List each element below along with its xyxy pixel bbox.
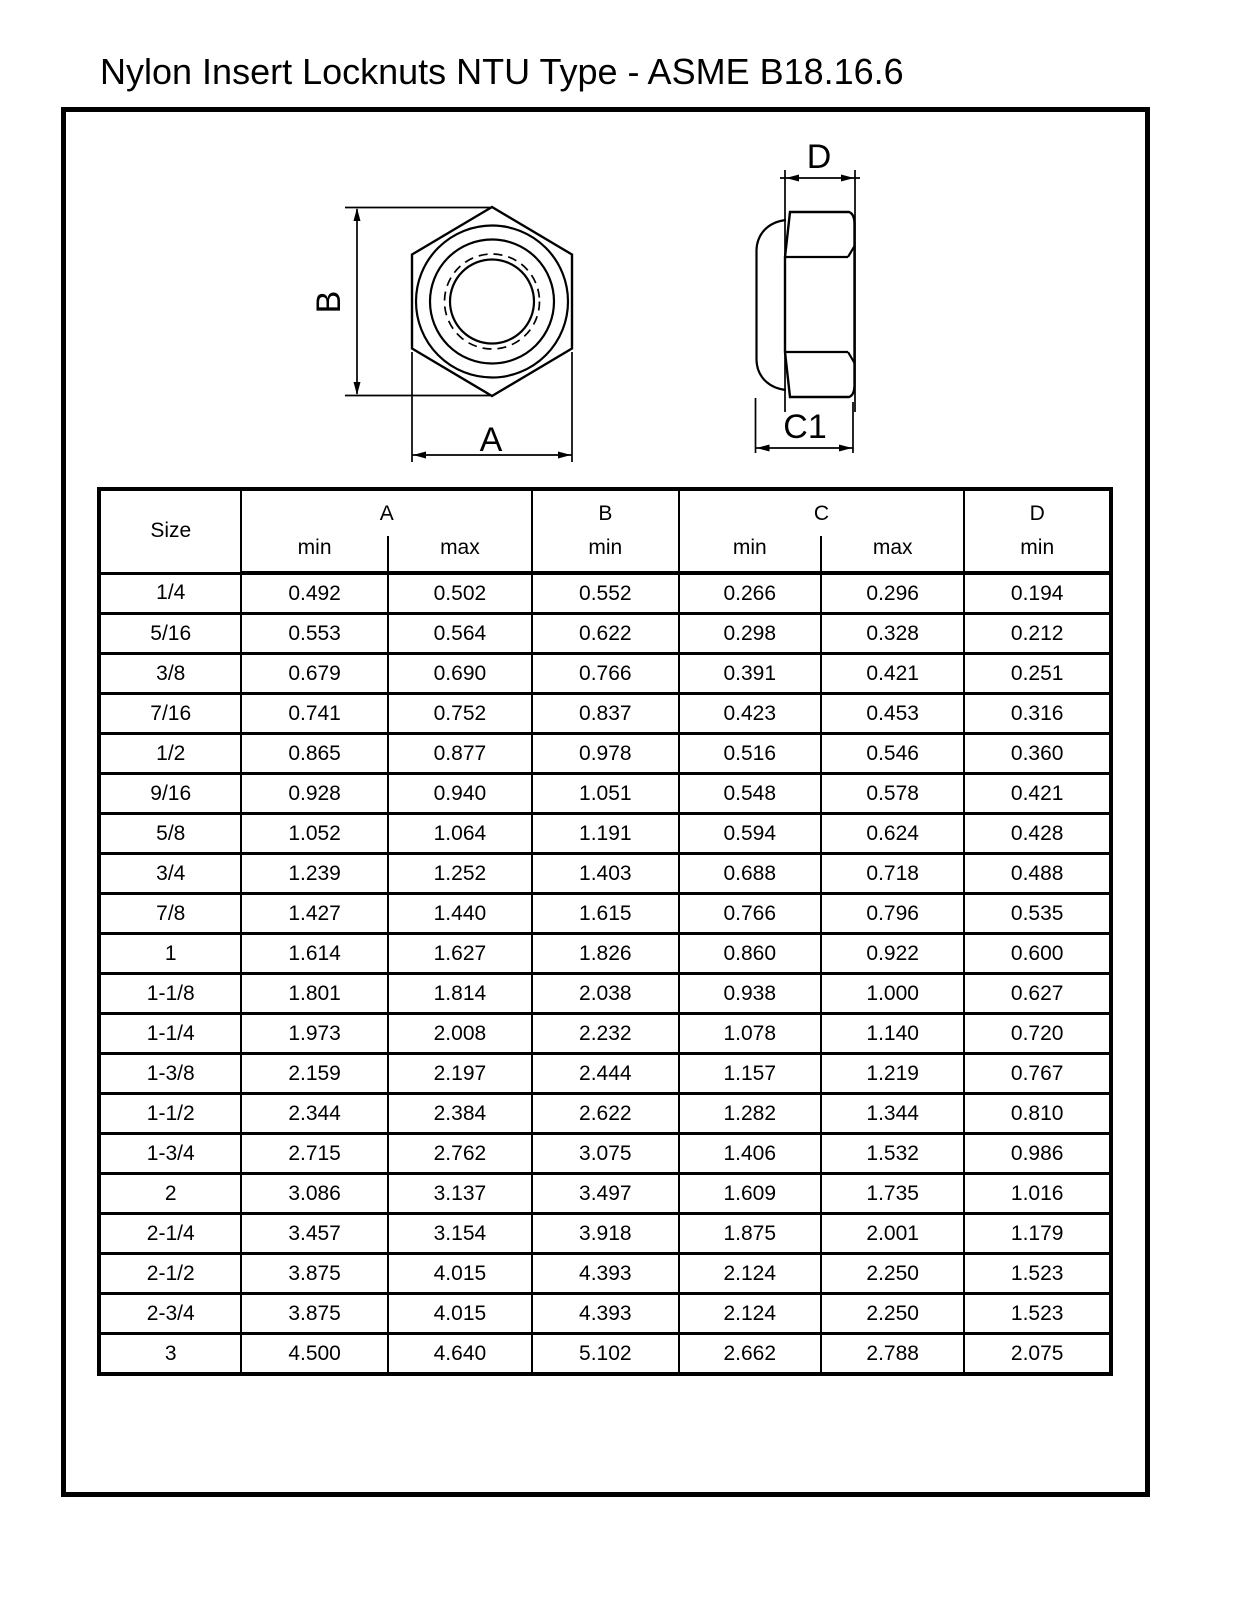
sub-header-row (99, 536, 1111, 573)
value-cell: 1.523 (964, 1254, 1111, 1294)
col-header-a-min: min (241, 536, 387, 573)
page-title: Nylon Insert Locknuts NTU Type - ASME B18.16.6 (100, 51, 904, 92)
value-cell: 0.421 (821, 654, 964, 694)
value-cell: 1.826 (532, 934, 678, 974)
value-cell: 0.796 (821, 894, 964, 934)
value-cell: 0.688 (679, 854, 821, 894)
value-cell: 0.718 (821, 854, 964, 894)
value-cell: 0.212 (964, 614, 1111, 654)
a-arrow-right (558, 452, 571, 459)
size-cell: 9/16 (99, 774, 241, 814)
value-cell: 1.064 (388, 814, 532, 854)
col-header-c-max: max (821, 536, 964, 573)
value-cell: 0.488 (964, 854, 1111, 894)
value-cell: 1.614 (241, 934, 387, 974)
outer-circle (416, 226, 568, 378)
size-cell: 3 (99, 1334, 241, 1375)
value-cell: 1.051 (532, 774, 678, 814)
value-cell: 3.075 (532, 1134, 678, 1174)
value-cell: 2.197 (388, 1054, 532, 1094)
value-cell: 1.191 (532, 814, 678, 854)
size-cell: 5/16 (99, 614, 241, 654)
value-cell: 0.266 (679, 573, 821, 614)
table-row (99, 734, 1111, 774)
size-cell: 2-1/2 (99, 1254, 241, 1294)
value-cell: 1.440 (388, 894, 532, 934)
table-row (99, 1094, 1111, 1134)
value-cell: 0.553 (241, 614, 387, 654)
size-cell: 1-3/4 (99, 1134, 241, 1174)
table-row (99, 894, 1111, 934)
value-cell: 1.532 (821, 1134, 964, 1174)
table-row (99, 934, 1111, 974)
table-row (99, 1174, 1111, 1214)
size-cell: 1-1/4 (99, 1014, 241, 1054)
size-cell: 1/2 (99, 734, 241, 774)
value-cell: 1.052 (241, 814, 387, 854)
value-cell: 3.086 (241, 1174, 387, 1214)
value-cell: 0.423 (679, 694, 821, 734)
value-cell: 0.986 (964, 1134, 1111, 1174)
col-group-b: B (532, 489, 678, 536)
hex-outline (412, 207, 572, 396)
value-cell: 2.232 (532, 1014, 678, 1054)
value-cell: 4.393 (532, 1254, 678, 1294)
value-cell: 0.766 (532, 654, 678, 694)
value-cell: 0.766 (679, 894, 821, 934)
table-row (99, 654, 1111, 694)
value-cell: 0.690 (388, 654, 532, 694)
value-cell: 0.516 (679, 734, 821, 774)
value-cell: 1.609 (679, 1174, 821, 1214)
value-cell: 4.015 (388, 1254, 532, 1294)
chamfer-circle (430, 240, 554, 364)
value-cell: 0.922 (821, 934, 964, 974)
b-arrow-down (354, 382, 361, 395)
value-cell: 0.594 (679, 814, 821, 854)
dim-label-b: B (310, 290, 348, 314)
value-cell: 1.252 (388, 854, 532, 894)
value-cell: 4.500 (241, 1334, 387, 1375)
value-cell: 0.938 (679, 974, 821, 1014)
size-cell: 1-3/8 (99, 1054, 241, 1094)
technical-drawing (300, 140, 900, 475)
spec-table (97, 487, 1113, 1376)
dim-label-d: D (806, 140, 832, 176)
value-cell: 5.102 (532, 1334, 678, 1375)
value-cell: 0.767 (964, 1054, 1111, 1094)
table-row (99, 1334, 1111, 1375)
value-cell: 0.720 (964, 1014, 1111, 1054)
value-cell: 0.679 (241, 654, 387, 694)
value-cell: 1.801 (241, 974, 387, 1014)
value-cell: 0.810 (964, 1094, 1111, 1134)
value-cell: 1.427 (241, 894, 387, 934)
c1-arrow-right (839, 445, 852, 452)
value-cell: 1.016 (964, 1174, 1111, 1214)
value-cell: 1.814 (388, 974, 532, 1014)
value-cell: 2.344 (241, 1094, 387, 1134)
bore-circle (450, 260, 534, 344)
value-cell: 0.752 (388, 694, 532, 734)
value-cell: 1.219 (821, 1054, 964, 1094)
value-cell: 1.078 (679, 1014, 821, 1054)
table-row (99, 1054, 1111, 1094)
value-cell: 0.421 (964, 774, 1111, 814)
size-cell: 1 (99, 934, 241, 974)
table-row (99, 974, 1111, 1014)
d-arrow-left (786, 175, 799, 182)
value-cell: 2.250 (821, 1294, 964, 1334)
value-cell: 2.444 (532, 1054, 678, 1094)
value-cell: 0.428 (964, 814, 1111, 854)
table-row (99, 1254, 1111, 1294)
value-cell: 0.546 (821, 734, 964, 774)
value-cell: 1.000 (821, 974, 964, 1014)
value-cell: 2.384 (388, 1094, 532, 1134)
value-cell: 1.282 (679, 1094, 821, 1134)
value-cell: 1.179 (964, 1214, 1111, 1254)
value-cell: 0.627 (964, 974, 1111, 1014)
value-cell: 2.008 (388, 1014, 532, 1054)
table-row (99, 1214, 1111, 1254)
table-row (99, 614, 1111, 654)
value-cell: 2.159 (241, 1054, 387, 1094)
d-arrow-right (841, 175, 854, 182)
value-cell: 0.865 (241, 734, 387, 774)
table-row (99, 854, 1111, 894)
value-cell: 0.453 (821, 694, 964, 734)
size-cell: 5/8 (99, 814, 241, 854)
value-cell: 0.360 (964, 734, 1111, 774)
value-cell: 2.001 (821, 1214, 964, 1254)
value-cell: 2.250 (821, 1254, 964, 1294)
value-cell: 1.615 (532, 894, 678, 934)
value-cell: 0.622 (532, 614, 678, 654)
nylon-collar-outline (757, 220, 787, 390)
value-cell: 0.564 (388, 614, 532, 654)
table-row (99, 1014, 1111, 1054)
b-arrow-up (354, 208, 361, 221)
size-cell: 2-1/4 (99, 1214, 241, 1254)
thread-dashed-circle (445, 254, 540, 349)
value-cell: 2.715 (241, 1134, 387, 1174)
table-row (99, 774, 1111, 814)
spec-table-body (99, 573, 1111, 1374)
col-group-a: A (241, 489, 532, 536)
value-cell: 2.075 (964, 1334, 1111, 1375)
table-row (99, 1134, 1111, 1174)
dim-label-c1: C1 (783, 408, 827, 446)
value-cell: 1.157 (679, 1054, 821, 1094)
value-cell: 2.124 (679, 1294, 821, 1334)
col-header-a-max: max (388, 536, 532, 573)
front-view (310, 207, 572, 462)
value-cell: 1.140 (821, 1014, 964, 1054)
col-header-c-min: min (679, 536, 821, 573)
value-cell: 1.239 (241, 854, 387, 894)
size-cell: 7/8 (99, 894, 241, 934)
value-cell: 0.928 (241, 774, 387, 814)
value-cell: 3.918 (532, 1214, 678, 1254)
size-cell: 3/4 (99, 854, 241, 894)
value-cell: 2.622 (532, 1094, 678, 1134)
value-cell: 0.978 (532, 734, 678, 774)
value-cell: 1.344 (821, 1094, 964, 1134)
size-cell: 2 (99, 1174, 241, 1214)
table-row (99, 814, 1111, 854)
value-cell: 0.251 (964, 654, 1111, 694)
size-cell: 1-1/8 (99, 974, 241, 1014)
size-cell: 3/8 (99, 654, 241, 694)
value-cell: 0.328 (821, 614, 964, 654)
table-row (99, 573, 1111, 614)
value-cell: 0.316 (964, 694, 1111, 734)
table-row (99, 694, 1111, 734)
side-view (756, 140, 861, 453)
value-cell: 0.578 (821, 774, 964, 814)
value-cell: 1.406 (679, 1134, 821, 1174)
value-cell: 0.296 (821, 573, 964, 614)
value-cell: 0.940 (388, 774, 532, 814)
size-cell: 1/4 (99, 573, 241, 614)
value-cell: 2.124 (679, 1254, 821, 1294)
value-cell: 2.662 (679, 1334, 821, 1375)
value-cell: 2.038 (532, 974, 678, 1014)
value-cell: 0.741 (241, 694, 387, 734)
value-cell: 1.875 (679, 1214, 821, 1254)
value-cell: 3.497 (532, 1174, 678, 1214)
col-header-b-min: min (532, 536, 678, 573)
value-cell: 0.624 (821, 814, 964, 854)
value-cell: 0.548 (679, 774, 821, 814)
value-cell: 0.860 (679, 934, 821, 974)
value-cell: 1.735 (821, 1174, 964, 1214)
value-cell: 3.875 (241, 1254, 387, 1294)
value-cell: 4.015 (388, 1294, 532, 1334)
value-cell: 1.403 (532, 854, 678, 894)
value-cell: 3.875 (241, 1294, 387, 1334)
group-header-row (99, 489, 1111, 536)
value-cell: 0.502 (388, 573, 532, 614)
table-row (99, 1294, 1111, 1334)
value-cell: 1.627 (388, 934, 532, 974)
value-cell: 0.391 (679, 654, 821, 694)
dim-label-a: A (479, 421, 503, 459)
size-cell: 7/16 (99, 694, 241, 734)
c1-arrow-left (757, 445, 770, 452)
value-cell: 3.137 (388, 1174, 532, 1214)
col-group-c: C (679, 489, 965, 536)
value-cell: 0.552 (532, 573, 678, 614)
value-cell: 0.492 (241, 573, 387, 614)
value-cell: 3.457 (241, 1214, 387, 1254)
value-cell: 2.762 (388, 1134, 532, 1174)
value-cell: 1.523 (964, 1294, 1111, 1334)
value-cell: 0.837 (532, 694, 678, 734)
value-cell: 0.877 (388, 734, 532, 774)
col-group-d: D (964, 489, 1111, 536)
col-header-d-min: min (964, 536, 1111, 573)
side-body-outline (785, 212, 855, 397)
a-arrow-left (413, 452, 426, 459)
value-cell: 3.154 (388, 1214, 532, 1254)
value-cell: 4.640 (388, 1334, 532, 1375)
value-cell: 0.194 (964, 573, 1111, 614)
value-cell: 1.973 (241, 1014, 387, 1054)
value-cell: 4.393 (532, 1294, 678, 1334)
value-cell: 2.788 (821, 1334, 964, 1375)
value-cell: 0.600 (964, 934, 1111, 974)
col-header-size: Size (99, 489, 241, 573)
value-cell: 0.298 (679, 614, 821, 654)
size-cell: 2-3/4 (99, 1294, 241, 1334)
value-cell: 0.535 (964, 894, 1111, 934)
size-cell: 1-1/2 (99, 1094, 241, 1134)
spec-table-header (99, 489, 1111, 573)
